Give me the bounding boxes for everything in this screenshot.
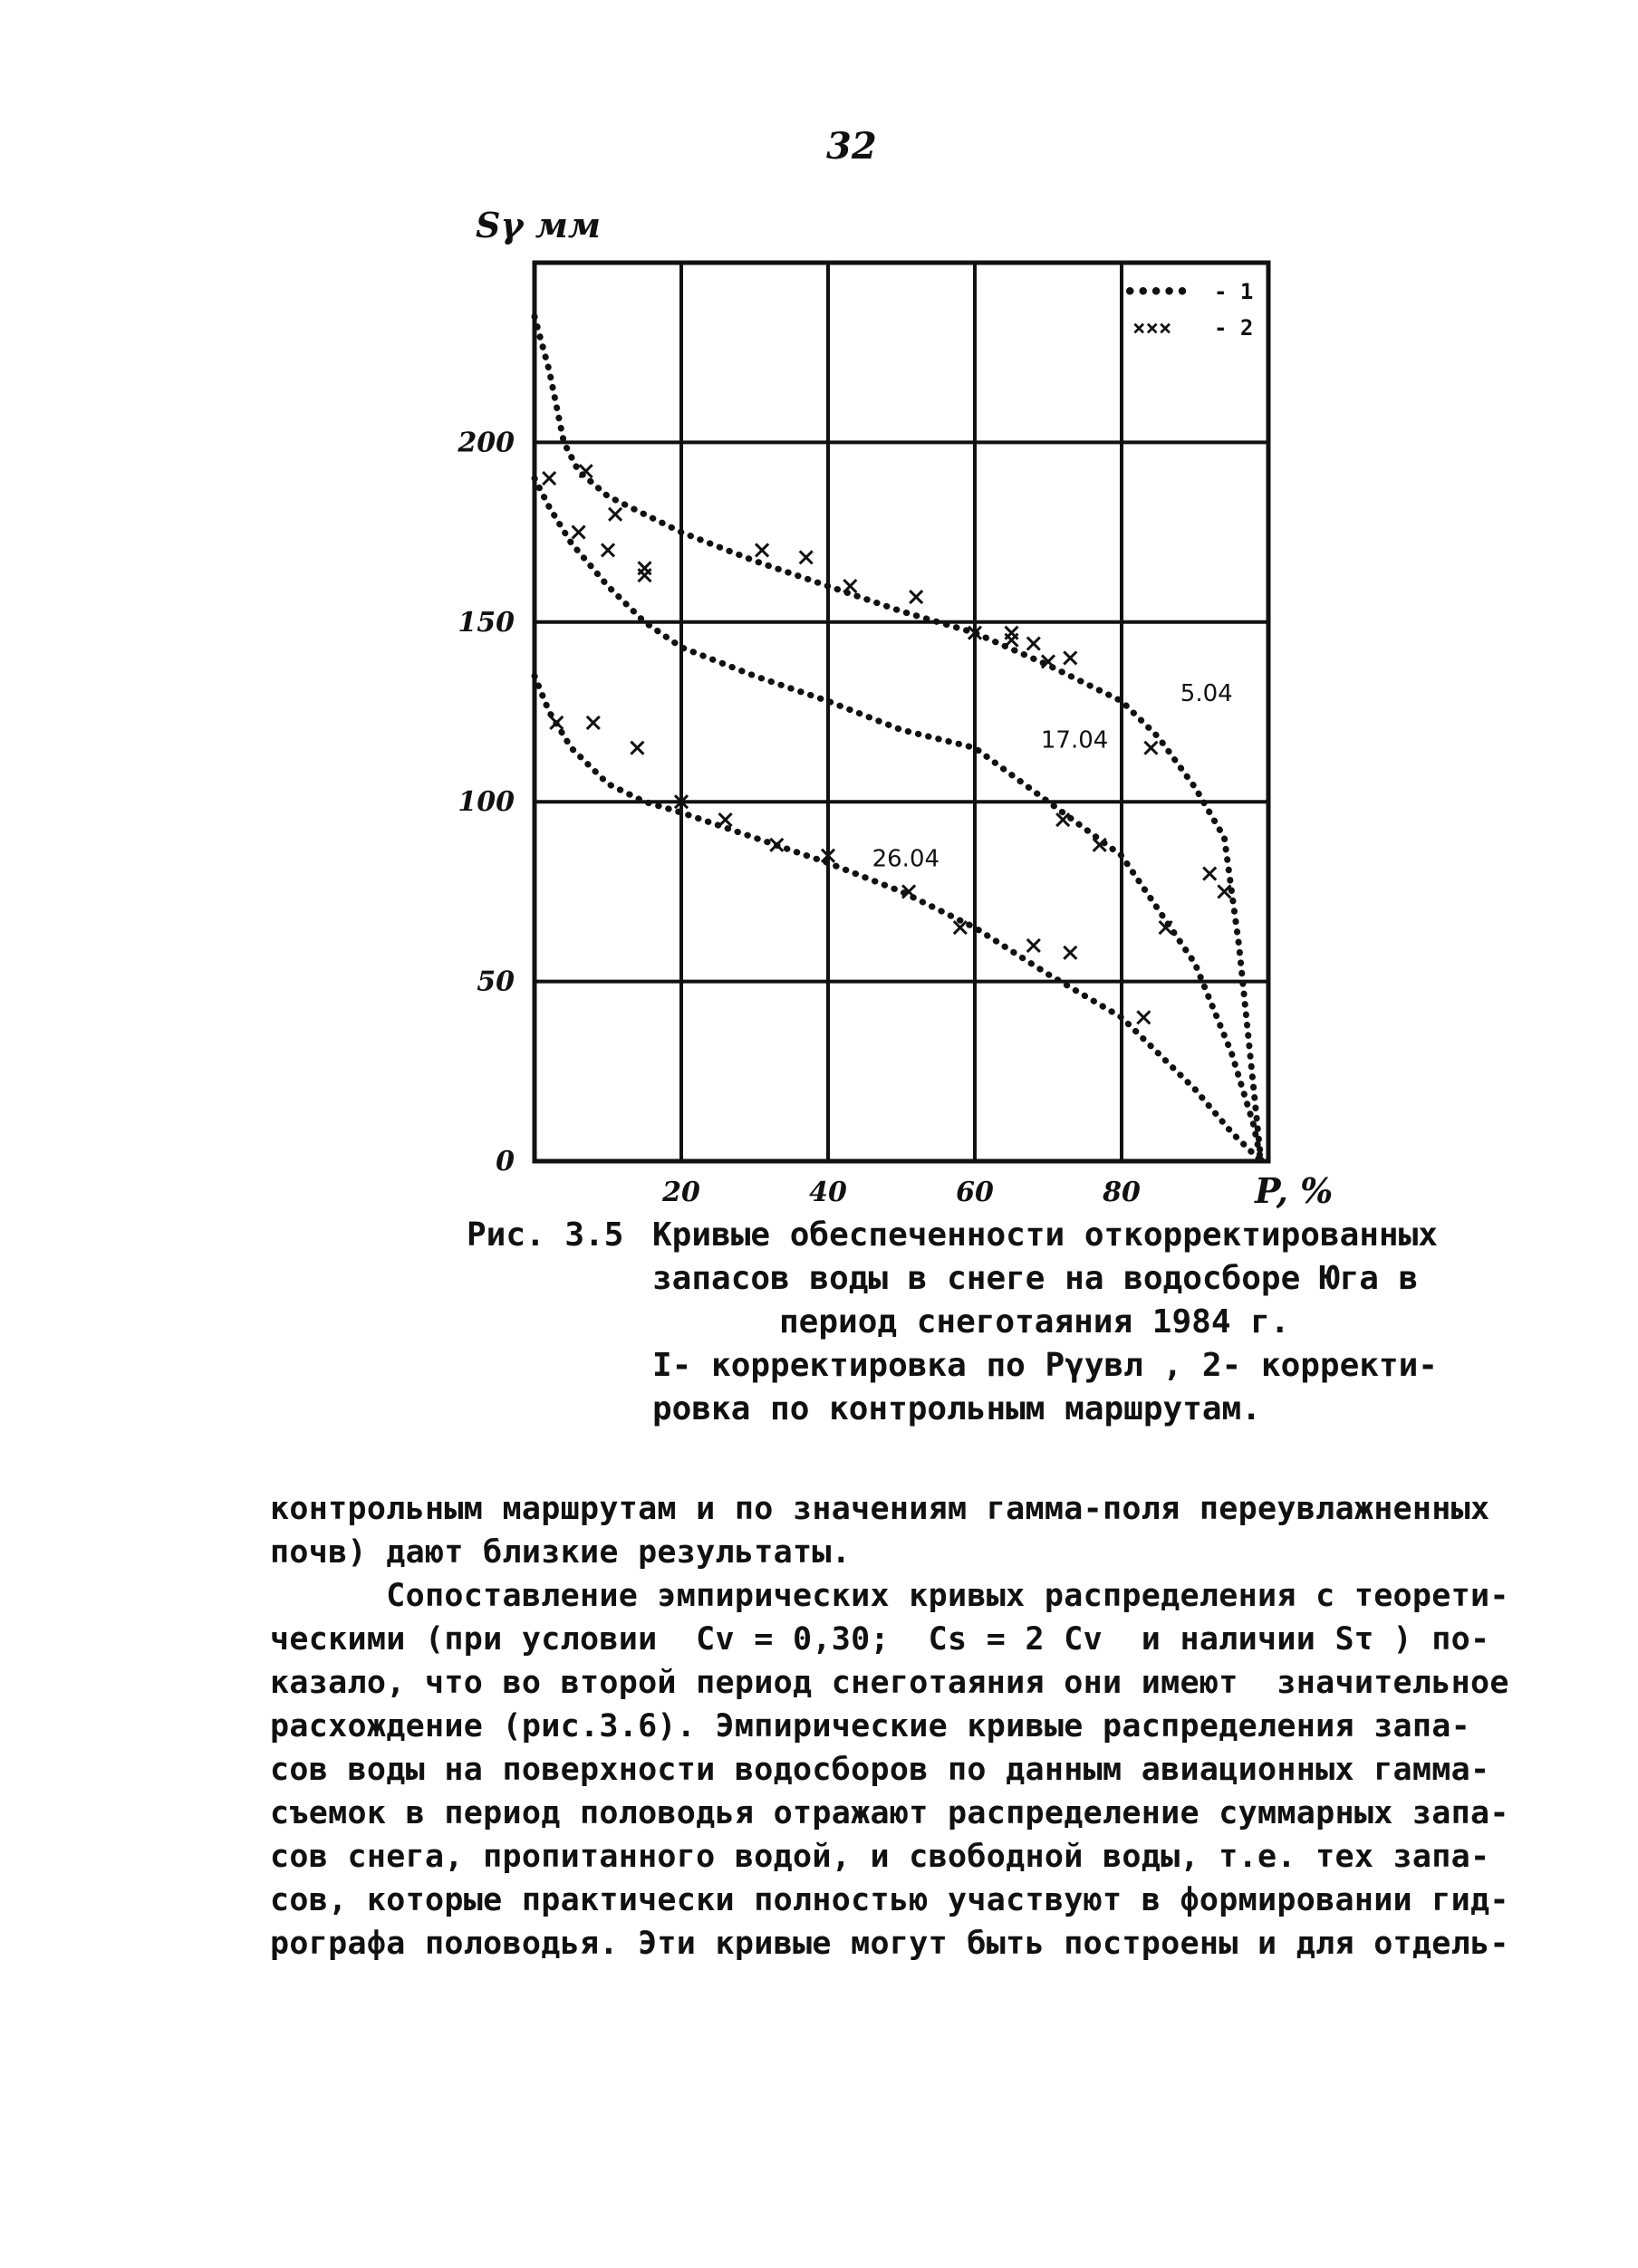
- y-tick-label: 0: [496, 1146, 515, 1177]
- data-point-cross: [1137, 1011, 1150, 1023]
- paragraph-line: сов, которые практически полностью участвуют в формировании гид-: [270, 1882, 1509, 1918]
- x-tick-label: 60: [956, 1177, 994, 1208]
- curve-label: 26.04: [872, 845, 940, 873]
- data-point-cross: [550, 716, 563, 729]
- paragraph-line: расхождение (рис.3.6). Эмпирические кривые распределения запа-: [270, 1708, 1471, 1744]
- figure-number: Рис. 3.5: [467, 1216, 624, 1254]
- paragraph-line: ческими (при условии Cv = 0,30; Cs = 2 Cv и наличии Sτ ) по-: [270, 1621, 1490, 1658]
- y-axis-ticks: [457, 427, 515, 1177]
- data-point-cross: [770, 839, 783, 851]
- data-point-cross: [1203, 868, 1216, 880]
- data-point-cross: [587, 716, 600, 729]
- curve-label: 5.04: [1180, 680, 1233, 708]
- data-point-cross: [609, 508, 621, 521]
- chart-frame: [535, 263, 1268, 1161]
- data-point-cross: [1027, 939, 1040, 952]
- data-point-cross: [543, 472, 555, 485]
- paragraph-line: почв) дают близкие результаты.: [270, 1534, 852, 1571]
- data-point-cross: [631, 742, 643, 754]
- paragraph-line: контрольным маршрутам и по значениям гамма-поля переувлажненных: [270, 1491, 1490, 1527]
- curve-dotted-line: [535, 478, 1261, 1161]
- data-point-cross: [1006, 627, 1018, 639]
- data-point-cross: [719, 813, 732, 826]
- legend-label-2: - 2: [1214, 315, 1254, 341]
- caption-line-5: ровка по контрольным маршрутам.: [652, 1390, 1261, 1427]
- x-axis-label: P, %: [1255, 1170, 1334, 1211]
- caption-line-3: период снеготаяния 1984 г.: [779, 1303, 1290, 1341]
- data-point-cross: [580, 465, 593, 477]
- curve-label: 17.04: [1040, 726, 1109, 754]
- y-tick-label: 150: [458, 606, 515, 639]
- chart-legend: [1123, 279, 1253, 341]
- data-point-cross: [1064, 651, 1076, 664]
- paragraph-line: сов снега, пропитанного водой, и свободной воды, т.е. тех запа-: [270, 1839, 1490, 1875]
- paragraph-line: съемок в период половодья отражают распределение суммарных запа-: [270, 1795, 1509, 1831]
- data-point-cross: [1144, 742, 1157, 754]
- x-axis-ticks: [661, 1177, 1141, 1208]
- y-tick-label: 100: [458, 786, 515, 819]
- paragraph-line: сов воды на поверхности водосборов по данным авиационных гамма-: [270, 1752, 1490, 1788]
- data-point-cross: [843, 580, 856, 592]
- legend-marker-crosses: ×××: [1132, 315, 1172, 341]
- x-tick-label: 20: [662, 1177, 700, 1208]
- y-tick-label: 50: [477, 966, 515, 998]
- caption-line-2: запасов воды в снеге на водосборе Юга в: [652, 1260, 1419, 1297]
- legend-marker-dots: •••••: [1123, 279, 1190, 304]
- data-point-cross: [573, 526, 585, 539]
- page-number: 32: [826, 125, 877, 168]
- x-tick-label: 40: [809, 1177, 847, 1208]
- data-point-cross: [910, 591, 922, 603]
- paragraph-line: Сопоставление эмпирических кривых распределения с теорети-: [270, 1578, 1509, 1614]
- y-axis-label: Sγ мм: [476, 205, 602, 245]
- paragraph-line: рографа половодья. Эти кривые могут быть построены и для отдель-: [270, 1926, 1509, 1962]
- caption-line-1: Кривые обеспеченности откорректированных: [652, 1216, 1438, 1254]
- data-point-cross: [756, 543, 768, 556]
- paragraph-line: казало, что во второй период снеготаяния они имеют значительное: [270, 1665, 1509, 1701]
- plot-frame: [535, 263, 1268, 1161]
- caption-line-4: I- корректировка по Pγувл , 2- корректи-: [652, 1347, 1438, 1384]
- chart-grid: [535, 263, 1268, 1161]
- x-tick-label: 80: [1103, 1177, 1141, 1208]
- data-point-cross: [800, 551, 813, 563]
- legend-label-1: - 1: [1214, 279, 1254, 304]
- body-text: [270, 1487, 1509, 1965]
- data-point-cross: [1027, 638, 1040, 650]
- figure-caption: [467, 1214, 1490, 1431]
- series-17-04: [535, 472, 1261, 1161]
- data-point-cross: [639, 569, 651, 581]
- data-point-cross: [1064, 947, 1076, 959]
- y-tick-label: 200: [458, 427, 515, 459]
- data-point-cross: [602, 543, 614, 556]
